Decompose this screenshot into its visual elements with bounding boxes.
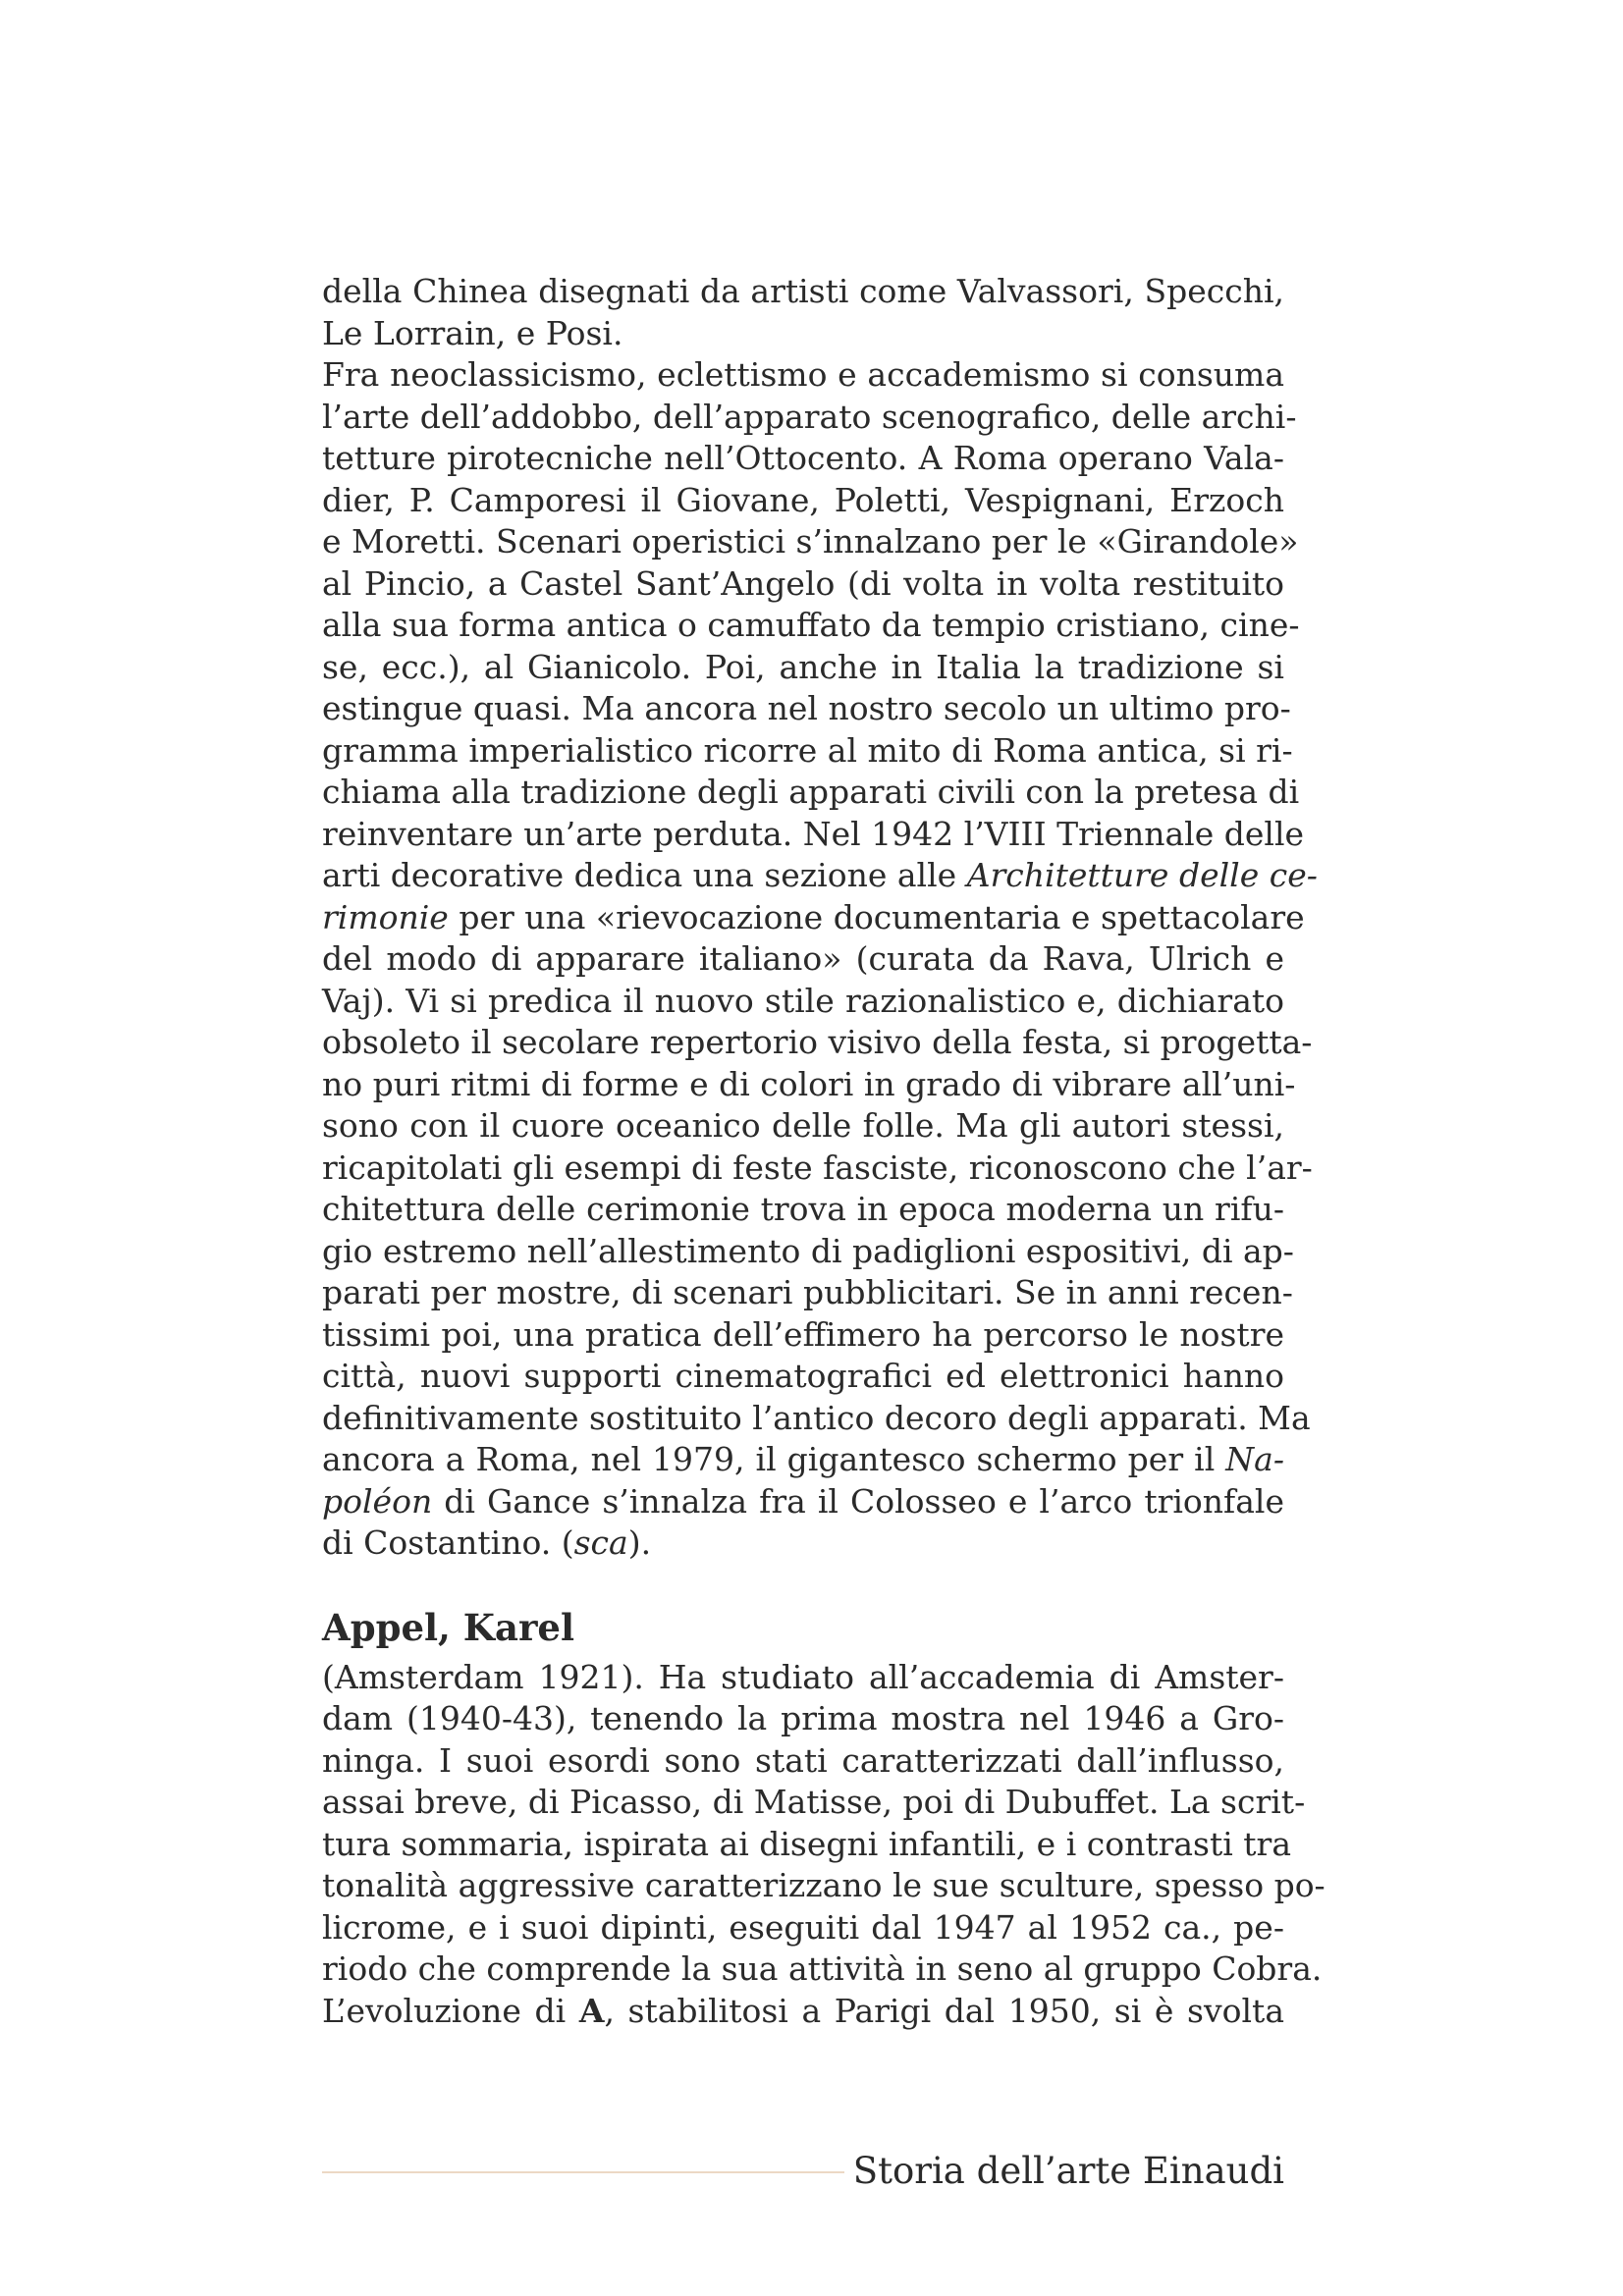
text-line: del modo di apparare italiano» (curata da Rava, Ulrich e	[322, 939, 1284, 978]
text-line: alla sua forma antica o camuffato da tempio cristiano, cine-	[322, 606, 1300, 644]
text-line: l’arte dell’addobbo, dell’apparato scenografico, delle archi-	[322, 397, 1297, 436]
text-run: arti decorative dedica una sezione alle	[322, 856, 967, 894]
entry-abbreviation: A	[578, 1991, 605, 2030]
text-line: chiama alla tradizione degli apparati civili con la pretesa di	[322, 773, 1300, 811]
text-run: , stabilitosi a Parigi dal 1950, si è svolta	[604, 1991, 1284, 2030]
text-line: parati per mostre, di scenari pubblicitari. Se in anni recen-	[322, 1273, 1293, 1311]
text-line: gio estremo nell’allestimento di padiglioni espositivi, di ap-	[322, 1231, 1294, 1270]
italic-title: poléon	[322, 1481, 433, 1521]
text-line: no puri ritmi di forme e di colori in grado di vibrare all’uni-	[322, 1064, 1296, 1103]
text-line: sono con il cuore oceanico delle folle. Ma gli autori stessi,	[322, 1106, 1284, 1145]
text-line: estingue quasi. Ma ancora nel nostro secolo un ultimo pro-	[322, 689, 1291, 727]
text-line: dier, P. Camporesi il Giovane, Poletti, Vespignani, Erzoch	[322, 480, 1284, 519]
page-body	[322, 271, 1325, 2032]
text-line: tissimi poi, una pratica dell’effimero ha percorso le nostre	[322, 1314, 1284, 1354]
text-line: reinventare un’arte perduta. Nel 1942 l’VIII Triennale delle	[322, 814, 1305, 853]
text-line: Le Lorrain, e Posi.	[322, 313, 623, 352]
text-line: e Moretti. Scenari operistici s’innalzano per le «Girandole»	[322, 522, 1299, 561]
text-line: tetture pirotecniche nell’Ottocento. A Roma operano Vala-	[322, 439, 1284, 477]
text-line: dam (1940-43), tenendo la prima mostra nel 1946 a Gro-	[322, 1699, 1284, 1737]
text-line: obsoleto il secolare repertorio visivo della festa, si progetta-	[322, 1023, 1313, 1061]
text-line: ninga. I suoi esordi sono stati caratterizzati dall’influsso,	[322, 1740, 1284, 1780]
text-line: Vaj). Vi si predica il nuovo stile razionalistico e, dichiarato	[322, 981, 1284, 1020]
italic-title: Architetture delle ce-	[966, 856, 1318, 894]
text-line	[322, 1481, 1284, 1523]
text-line	[322, 1991, 1284, 2033]
text-line	[322, 897, 1305, 939]
text-line	[322, 855, 1318, 897]
footer-divider	[322, 2171, 844, 2173]
text-line: città, nuovi supporti cinematografici ed elettronici hanno	[322, 1357, 1284, 1395]
text-run: L’evoluzione di	[322, 1991, 579, 2030]
text-line: gramma imperialistico ricorre al mito di Roma antica, si ri-	[322, 730, 1293, 770]
text-line	[322, 1439, 1284, 1481]
text-line: tonalità aggressive caratterizzano le sue sculture, spesso po-	[322, 1866, 1325, 1904]
text-line: licrome, e i suoi dipinti, eseguiti dal 1947 al 1952 ca., pe-	[322, 1907, 1284, 1947]
text-line: assai breve, di Picasso, di Matisse, poi di Dubuffet. La scrit-	[322, 1783, 1306, 1821]
author-initials: sca	[573, 1523, 628, 1562]
text-line: Fra neoclassicismo, eclettismo e accademismo si consuma	[322, 355, 1284, 394]
text-run: di Gance s’innalza fra il Colosseo e l’arco trionfale	[432, 1481, 1284, 1521]
text-line: chitettura delle cerimonie trova in epoca moderna un rifu-	[322, 1190, 1284, 1228]
text-line: al Pincio, a Castel Sant’Angelo (di volta in volta restituito	[322, 563, 1284, 603]
text-line	[322, 1522, 1284, 1565]
text-run: ancora a Roma, nel 1979, il gigantesco schermo per il	[322, 1440, 1226, 1478]
text-run: di Costantino. (	[322, 1523, 574, 1562]
entry-heading: Appel, Karel	[322, 1605, 575, 1649]
italic-title: rimonie	[322, 897, 449, 936]
italic-title: Na-	[1225, 1440, 1284, 1478]
text-line: (Amsterdam 1921). Ha studiato all’accademia di Amster-	[322, 1657, 1284, 1696]
text-line: se, ecc.), al Gianicolo. Poi, anche in Italia la tradizione si	[322, 647, 1284, 686]
text-line: della Chinea disegnati da artisti come Valvassori, Specchi,	[322, 272, 1284, 310]
text-run: per una «rievocazione documentaria e spettacolare	[448, 897, 1305, 936]
text-line: definitivamente sostituito l’antico decoro degli apparati. Ma	[322, 1398, 1311, 1437]
footer-title: Storia dell’arte Einaudi	[852, 2150, 1284, 2192]
text-run: ).	[627, 1523, 652, 1562]
text-line: riodo che comprende la sua attività in seno al gruppo Cobra.	[322, 1949, 1323, 1988]
text-line: tura sommaria, ispirata ai disegni infantili, e i contrasti tra	[322, 1824, 1292, 1863]
text-line: ricapitolati gli esempi di feste fasciste, riconoscono che l’ar-	[322, 1148, 1313, 1187]
